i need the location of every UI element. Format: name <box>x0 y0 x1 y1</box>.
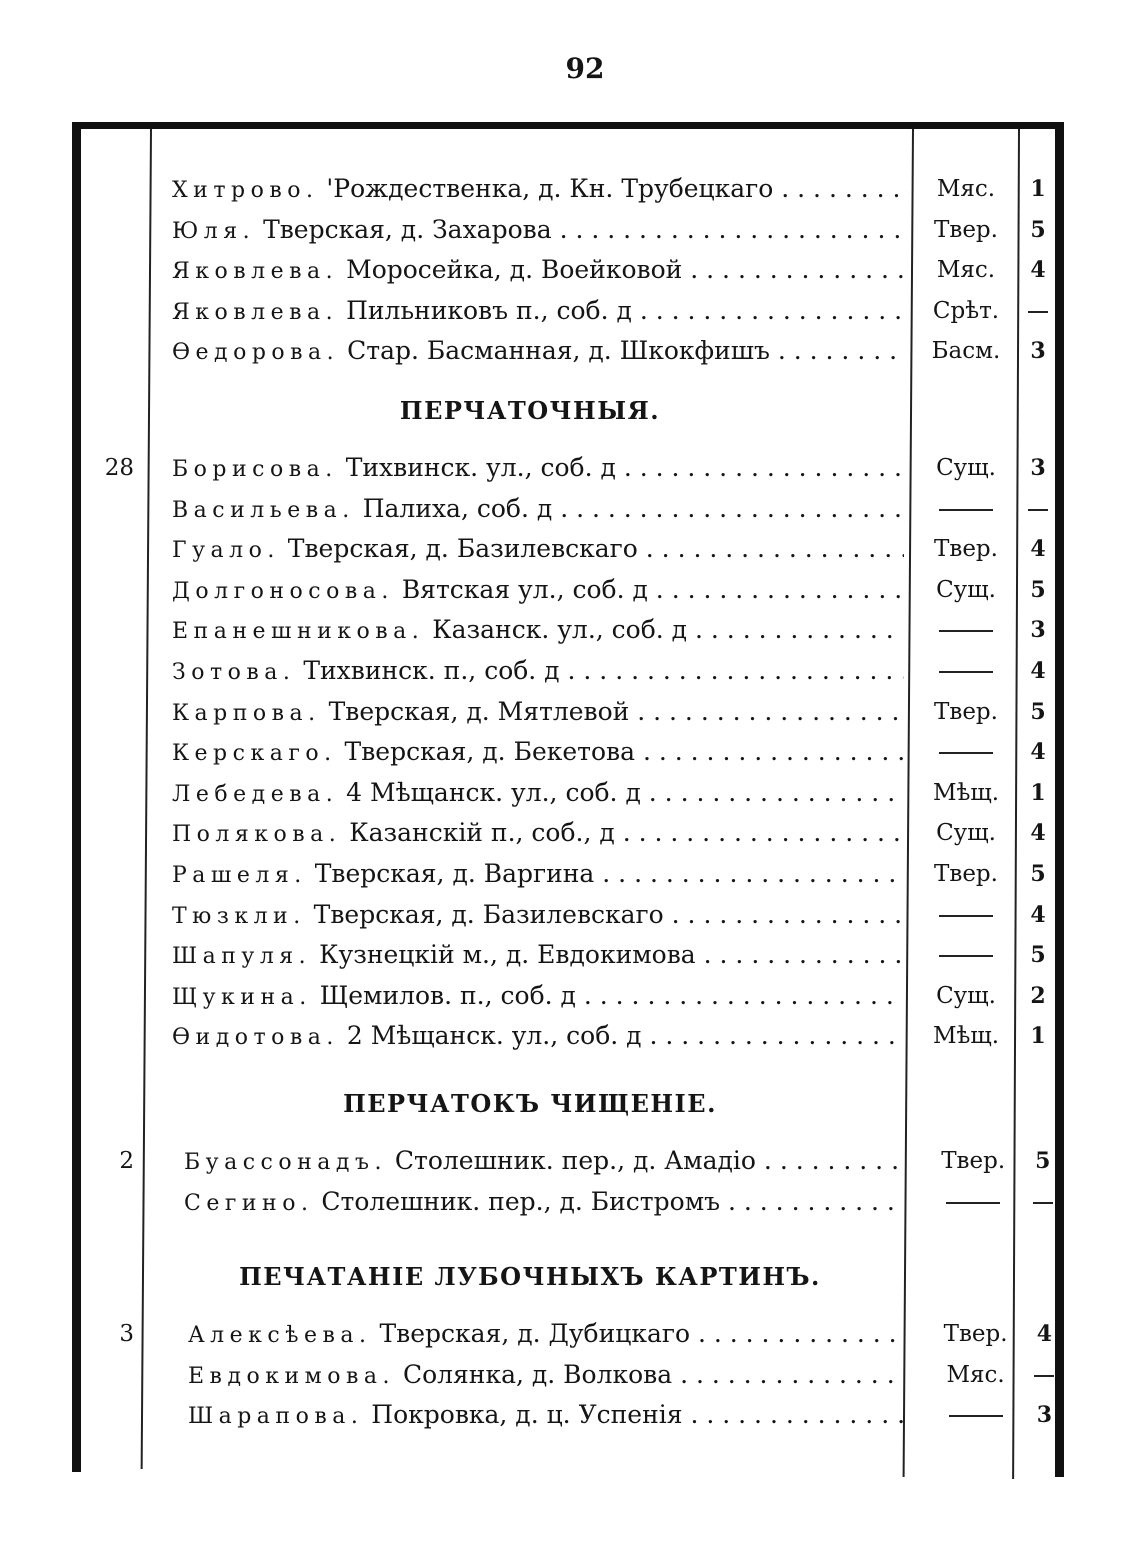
listing-district: Сущ. <box>936 576 996 603</box>
listing-address: Тверская, д. Захарова <box>263 214 552 244</box>
listing-row <box>0 170 1140 208</box>
listing-row <box>0 693 1140 731</box>
listing-name: Гуало. <box>172 538 280 564</box>
listing-address: 'Рождественка, д. Кн. Трубецкаго <box>326 174 774 203</box>
listing-section-number: 3 <box>1036 1402 1053 1429</box>
section-heading: ПЕРЧАТОЧНЫЯ. <box>399 396 661 425</box>
listing-section-number: 5 <box>1030 698 1046 725</box>
listing-entry <box>184 1142 904 1180</box>
listing-row <box>0 449 1140 487</box>
listing-district: Твер. <box>934 536 998 563</box>
listing-row <box>0 1356 1140 1394</box>
listing-district: Мѣщ. <box>932 1023 1000 1050</box>
listing-name: Керскаго. <box>172 741 337 767</box>
listing-entry <box>172 896 904 934</box>
listing-section-number: 4 <box>1030 901 1046 928</box>
listing-row <box>0 332 1140 370</box>
listing-entry <box>172 652 904 690</box>
listing-address: Палиха, соб. д <box>362 493 553 523</box>
listing-entry <box>188 1315 904 1353</box>
listing-address: Стар. Басманная, д. Шкокфишъ <box>347 336 770 366</box>
listing-district: Срѣт. <box>932 297 1000 324</box>
listing-section-number: 4 <box>1030 536 1046 563</box>
listing-address: Казанскій п., соб., д <box>349 818 615 848</box>
listing-entry <box>172 530 904 568</box>
listing-district: Твер. <box>943 1321 1008 1348</box>
listing-address: Тверская, д. Дубицкаго <box>379 1319 691 1349</box>
listing-name: Епанешникова. <box>172 619 425 645</box>
listing-address: Кузнецкій м., д. Евдокимова <box>319 940 696 970</box>
listing-district: Мяс. <box>936 176 996 202</box>
listing-name: Ѳидотова. <box>172 1025 339 1051</box>
listing-row <box>0 292 1140 330</box>
listing-entry <box>172 814 904 852</box>
listing-name: Шапуля. <box>172 944 312 970</box>
section-heading: ПЕЧАТАНІЕ ЛУБОЧНЫХЪ КАРТИНЪ. <box>239 1262 821 1292</box>
listing-address: Вятская ул., соб. д <box>401 574 648 604</box>
listing-entry <box>172 774 904 812</box>
listing-name: Яковлева. <box>172 299 339 325</box>
listing-name: Ѳедорова. <box>172 340 340 366</box>
listing-row <box>0 1017 1140 1055</box>
listing-name: Шарапова. <box>188 1404 364 1430</box>
listing-entry <box>172 855 904 893</box>
listing-district: Твер. <box>941 1148 1006 1174</box>
listing-entry <box>184 1183 904 1221</box>
listing-name: Алексѣева. <box>188 1323 372 1349</box>
listing-row <box>0 896 1140 934</box>
listing-row <box>0 251 1140 289</box>
listing-section-number <box>1031 1356 1057 1394</box>
listing-district: Мяс. <box>936 257 996 284</box>
listing-row <box>0 211 1140 249</box>
listing-section-number: 2 <box>1030 982 1046 1009</box>
listing-name: Полякова. <box>172 822 342 848</box>
listing-address: Казанск. ул., соб. д <box>432 615 688 645</box>
listing-address: Тверская, д. Варгина <box>314 859 595 888</box>
listing-section-number: 5 <box>1030 216 1046 243</box>
listing-row <box>0 977 1140 1015</box>
listing-section-number <box>1025 490 1051 528</box>
listing-address: Тихвинск. п., соб. д <box>303 656 560 685</box>
listing-entry <box>172 693 904 731</box>
listing-row <box>0 1183 1140 1221</box>
listing-count: 28 <box>104 455 134 481</box>
listing-district: Твер. <box>934 698 998 725</box>
listing-section-number <box>1025 292 1051 330</box>
listing-section-number <box>1030 1183 1056 1221</box>
listing-address: Моросейка, д. Воейковой <box>346 255 683 285</box>
listing-entry <box>172 733 904 771</box>
listing-section-number: 4 <box>1030 257 1046 284</box>
listing-entry <box>172 936 904 974</box>
listing-address: Щемилов. п., соб. д <box>319 980 576 1010</box>
listing-section-number: 4 <box>1030 658 1046 684</box>
listing-section-number: 5 <box>1030 576 1046 603</box>
listing-address: 4 Мѣщанск. ул., соб. д <box>346 777 641 807</box>
listing-section-number: 1 <box>1030 779 1046 806</box>
listing-district: Сущ. <box>936 455 996 481</box>
listing-entry <box>172 170 904 208</box>
listing-section-number: 5 <box>1030 861 1046 887</box>
listing-name: Лебедева. <box>172 781 339 807</box>
listing-row <box>0 774 1140 812</box>
listing-address: Тверская, д. Базилевскаго <box>287 534 638 564</box>
listing-name: Борисова. <box>172 457 338 482</box>
listing-entry <box>172 251 904 289</box>
page-number: 92 <box>565 52 605 85</box>
listing-address: Тверская, д. Базилевскаго <box>313 899 664 929</box>
listing-entry <box>172 571 904 609</box>
listing-address: Тверская, д. Бекетова <box>344 737 636 767</box>
listing-name: Долгоносова. <box>172 578 394 604</box>
listing-name: Сегино. <box>184 1190 314 1216</box>
listing-section-number: 5 <box>1035 1148 1051 1174</box>
listing-entry <box>188 1396 904 1434</box>
listing-section-number: 3 <box>1030 617 1046 644</box>
listing-address: Столешник. пер., д. Амадіо <box>394 1146 756 1175</box>
listing-name: Юля. <box>172 218 256 244</box>
listing-section-number: 3 <box>1030 338 1046 365</box>
listing-district: Басм. <box>931 338 1001 365</box>
listing-name: Рашеля. <box>172 863 307 888</box>
listing-row <box>0 611 1140 649</box>
listing-entry <box>172 611 904 649</box>
listing-address: Столешник. пер., д. Бистромъ <box>321 1186 721 1216</box>
listing-section-number: 5 <box>1030 942 1046 969</box>
listing-name: Тюзкли. <box>172 903 306 929</box>
listing-entry <box>172 1017 904 1055</box>
listing-district: Сущ. <box>936 982 996 1009</box>
listing-entry <box>172 977 904 1015</box>
listing-district <box>918 733 1014 771</box>
table-frame-top <box>72 122 1064 129</box>
listing-district <box>918 652 1014 690</box>
listing-entry <box>172 211 904 249</box>
listing-district <box>918 896 1014 934</box>
listing-row <box>0 652 1140 690</box>
listing-section-number: 4 <box>1030 820 1046 847</box>
section-heading: ПЕРЧАТОКЪ ЧИЩЕНІЕ. <box>343 1089 717 1118</box>
listing-row <box>0 855 1140 893</box>
listing-count: 3 <box>119 1321 134 1348</box>
listing-district: Твер. <box>934 861 998 887</box>
listing-entry <box>188 1356 904 1394</box>
listing-section-number: 1 <box>1030 176 1046 202</box>
listing-name: Щукина. <box>172 984 312 1010</box>
listing-address: Тихвинск. ул., соб. д <box>345 453 616 482</box>
listing-row <box>0 936 1140 974</box>
listing-section-number: 4 <box>1036 1321 1053 1348</box>
listing-address: Тверская, д. Мятлевой <box>328 696 630 726</box>
listing-district: Сущ. <box>936 820 996 847</box>
listing-district <box>918 936 1014 974</box>
listing-row <box>0 814 1140 852</box>
listing-row <box>0 1315 1140 1353</box>
listing-name: Карпова. <box>172 700 321 726</box>
listing-district: Мѣщ. <box>932 779 1000 806</box>
listing-district <box>918 490 1014 528</box>
listing-name: Хитрово. <box>172 178 319 203</box>
listing-row <box>0 571 1140 609</box>
listing-row <box>0 733 1140 771</box>
listing-section-number: 4 <box>1030 739 1046 766</box>
listing-name: Евдокимова. <box>188 1363 396 1389</box>
listing-name: Буассонадъ. <box>184 1150 387 1175</box>
listing-address: Пильниковъ п., соб. д <box>346 295 632 325</box>
listing-row <box>0 530 1140 568</box>
listing-entry <box>172 332 904 370</box>
listing-address: Покровка, д. ц. Успенія <box>371 1400 683 1430</box>
listing-address: Солянка, д. Волкова <box>402 1359 673 1389</box>
listing-row <box>0 1142 1140 1180</box>
listing-name: Васильева. <box>172 497 355 523</box>
listing-entry <box>172 449 904 487</box>
listing-address: 2 Мѣщанск. ул., соб. д <box>346 1021 642 1051</box>
listing-district <box>925 1183 1021 1221</box>
listing-district: Твер. <box>934 216 998 243</box>
listing-name: Яковлева. <box>172 259 339 285</box>
listing-section-number: 1 <box>1030 1023 1046 1050</box>
listing-entry <box>172 490 904 528</box>
listing-entry <box>172 292 904 330</box>
listing-name: Зотова. <box>172 660 296 685</box>
listing-row <box>0 1396 1140 1434</box>
listing-district <box>918 611 1014 649</box>
listing-district <box>928 1396 1024 1434</box>
listing-section-number: 3 <box>1030 455 1046 481</box>
listing-row <box>0 490 1140 528</box>
listing-count: 2 <box>119 1148 134 1174</box>
listing-district: Мяс. <box>946 1361 1005 1388</box>
